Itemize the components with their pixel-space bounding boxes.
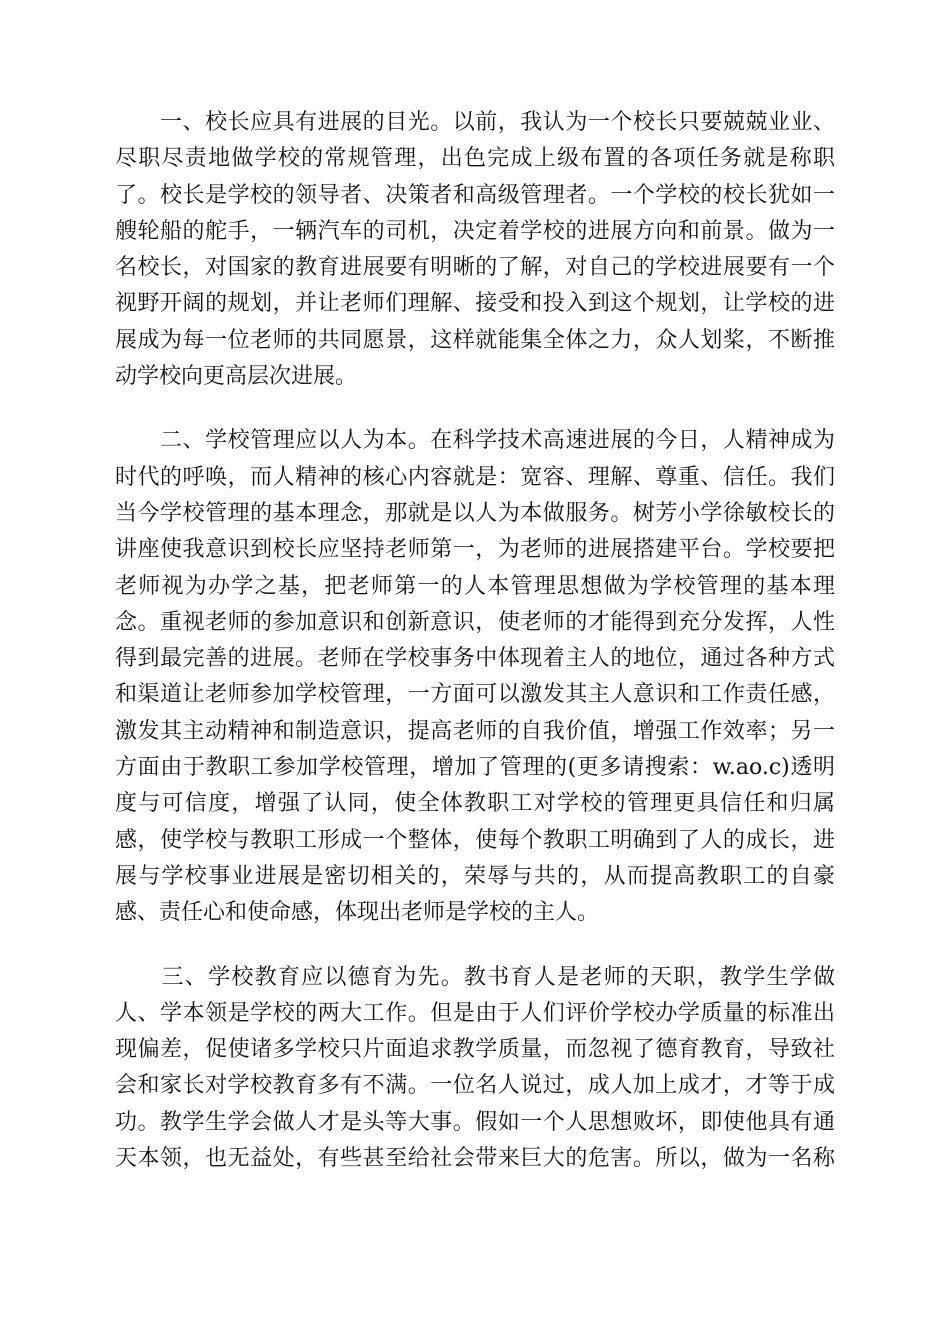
paragraph-1 xyxy=(115,105,835,395)
paragraph-line: 名校长，对国家的教育进展要有明晰的了解，对自己的学校进展要有一个 xyxy=(115,255,835,281)
paragraph-line: 了。校长是学校的领导者、决策者和高级管理者。一个学校的校长犹如一 xyxy=(115,182,835,208)
paragraph-line: 二、学校管理应以人为本。在科学技术高速进展的今日，人精神成为 xyxy=(115,428,835,454)
paragraph-line: 展成为每一位老师的共同愿景，这样就能集全体之力，众人划桨，不断推 xyxy=(115,327,835,353)
paragraph-line: 念。重视老师的参加意识和创新意识，使老师的才能得到充分发挥，人性 xyxy=(115,609,835,635)
paragraph-line: 感，使学校与教职工形成一个整体，使每个教职工明确到了人的成长，进 xyxy=(115,827,835,853)
paragraph-line: 视野开阔的规划，并让老师们理解、接受和投入到这个规划，让学校的进 xyxy=(115,291,835,317)
paragraph-line: 会和家长对学校教育多有不满。一位名人说过，成人加上成才，才等于成 xyxy=(115,1073,835,1099)
paragraph-line: 功。教学生学会做人才是头等大事。假如一个人思想败坏，即使他具有通 xyxy=(115,1109,835,1135)
paragraph-line: 动学校向更高层次进展。 xyxy=(115,364,358,390)
paragraph-line: 三、学校教育应以德育为先。教书育人是老师的天职，教学生学做 xyxy=(115,964,835,990)
paragraph-2 xyxy=(115,423,835,931)
document-page xyxy=(115,105,835,1205)
paragraph-line: 一、校长应具有进展的目光。以前，我认为一个校长只要兢兢业业、 xyxy=(115,110,835,135)
paragraph-line: 方面由于教职工参加学校管理，增加了管理的(更多请搜索：w.ao.c)透明 xyxy=(115,755,835,781)
paragraph-line: 和渠道让老师参加学校管理，一方面可以激发其主人意识和工作责任感， xyxy=(115,682,835,708)
paragraph-line: 当今学校管理的基本理念，那就是以人为本做服务。树芳小学徐敏校长的 xyxy=(115,500,835,526)
paragraph-line: 时代的呼唤，而人精神的核心内容就是：宽容、理解、尊重、信任。我们 xyxy=(115,464,835,490)
paragraph-line: 尽职尽责地做学校的常规管理，出色完成上级布置的各项任务就是称职 xyxy=(115,146,835,172)
paragraph-line: 讲座使我意识到校长应坚持老师第一，为老师的进展搭建平台。学校要把 xyxy=(115,537,835,563)
paragraph-line: 度与可信度，增强了认同，使全体教职工对学校的管理更具信任和归属 xyxy=(115,791,835,817)
paragraph-line: 天本领，也无益处，有些甚至给社会带来巨大的危害。所以，做为一名称 xyxy=(115,1146,835,1172)
paragraph-line: 人、学本领是学校的两大工作。但是由于人们评价学校办学质量的标准出 xyxy=(115,1000,835,1026)
paragraph-line: 老师视为办学之基，把老师第一的人本管理思想做为学校管理的基本理 xyxy=(115,573,835,599)
paragraph-line: 现偏差，促使诸多学校只片面追求教学质量，而忽视了德育教育，导致社 xyxy=(115,1037,835,1063)
paragraph-line: 展与学校事业进展是密切相关的，荣辱与共的，从而提高教职工的自豪 xyxy=(115,863,835,889)
paragraph-line: 得到最完善的进展。老师在学校事务中体现着主人的地位，通过各种方式 xyxy=(115,646,835,672)
paragraph-line: 感、责任心和使命感，体现出老师是学校的主人。 xyxy=(115,900,600,926)
paragraph-line: 激发其主动精神和制造意识，提高老师的自我价值，增强工作效率；另一 xyxy=(115,718,835,744)
paragraph-line: 艘轮船的舵手，一辆汽车的司机，决定着学校的进展方向和前景。做为一 xyxy=(115,218,835,244)
paragraph-3 xyxy=(115,960,835,1178)
